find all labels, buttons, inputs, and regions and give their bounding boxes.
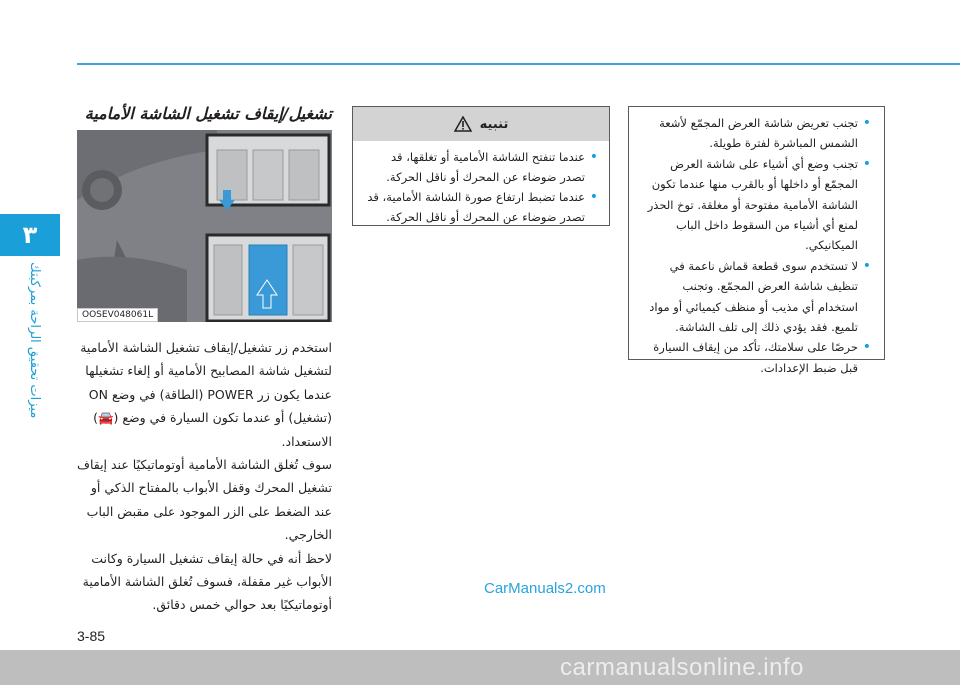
paragraph-1 (77, 336, 332, 453)
paragraph-3: لاحظ أنه في حالة إيقاف تشغيل السيارة وكانت الأبواب غير مقفلة، فسوف تُغلق الشاشة الأمامية أوتوماتيكيًا بعد حوالي خمس دقائق. (82, 550, 332, 613)
warning-triangle-icon (454, 116, 472, 132)
chapter-number: ٣ (22, 221, 38, 249)
watermark-link[interactable]: CarManuals2.com (484, 580, 606, 597)
warning-list (363, 147, 599, 227)
top-rule (77, 63, 960, 65)
page-number: 3-85 (77, 628, 106, 644)
chapter-tab (0, 214, 60, 256)
footer-site: carmanualsonline.info (560, 654, 804, 681)
caution-body (629, 107, 884, 378)
warning-heading: تنبيه (479, 116, 509, 132)
warning-body (353, 141, 609, 227)
caution-item: • تجنب وضع أي أشياء على شاشة العرض المجمّع أو داخلها أو بالقرب منها عندما تكون الشاشة الأمامية مفتوحة أو مغلقة. توخ الحذر لمنع أي أشياء من السقوط داخل الباب الميكانيكي. (639, 154, 858, 256)
paragraph-1-text: استخدم زر تشغيل/إيقاف تشغيل الشاشة الأمامية لتشغيل شاشة المصابيح الأمامية أو إلغاء تشغيلها عندما يكون زر POWER (الطاقة) في وضع ON (تشغيل) أو عندما تكون السيارة في وضع ( (80, 340, 332, 426)
paragraph-2: سوف تُغلق الشاشة الأمامية أوتوماتيكيًا عند إيقاف تشغيل المحرك وقفل الأبواب بالمفتاح الذكي أو عند الضغط على الزر الموجود على مقبض الباب الخارجي. (76, 457, 332, 543)
figure-code: OOSEV048061L (77, 308, 158, 322)
footer-bar (0, 650, 960, 685)
warning-header (353, 107, 609, 141)
caution-list (639, 113, 872, 378)
section-title: تشغيل/إيقاف تشغيل الشاشة الأمامية (84, 104, 332, 123)
warning-item: • عندما تضبط ارتفاع صورة الشاشة الأمامية، قد تصدر ضوضاء عن المحرك أو ناقل الحركة. (363, 187, 585, 227)
paragraph-1-end: ) الاستعداد. (93, 410, 332, 449)
dashboard-photo (77, 130, 332, 322)
car-icon: 🚘 (97, 410, 114, 426)
caution-box (628, 106, 885, 375)
main-text-column (77, 336, 332, 617)
caution-item: • تجنب تعريض شاشة العرض المجمّع لأشعة الشمس المباشرة لفترة طويلة. (639, 113, 858, 154)
caution-item: • حرصًا على سلامتك، تأكد من إيقاف السيارة قبل ضبط الإعدادات. (639, 337, 858, 378)
caution-item: • لا تستخدم سوى قطعة قماش ناعمة في تنظيف شاشة العرض المجمّع. وتجنب استخدام أي مذيب أو منظف كيميائي أو مواد تلميع. فقد يؤدي ذلك إلى تلف الشاشة. (639, 256, 858, 338)
chapter-title: ميزات تحقيق الراحة بمركبتك (27, 262, 42, 419)
warning-box (352, 106, 610, 226)
dashboard-illustration (77, 130, 332, 322)
warning-item: • عندما تنفتح الشاشة الأمامية أو تغلقها، قد تصدر ضوضاء عن المحرك أو ناقل الحركة. (363, 147, 585, 187)
